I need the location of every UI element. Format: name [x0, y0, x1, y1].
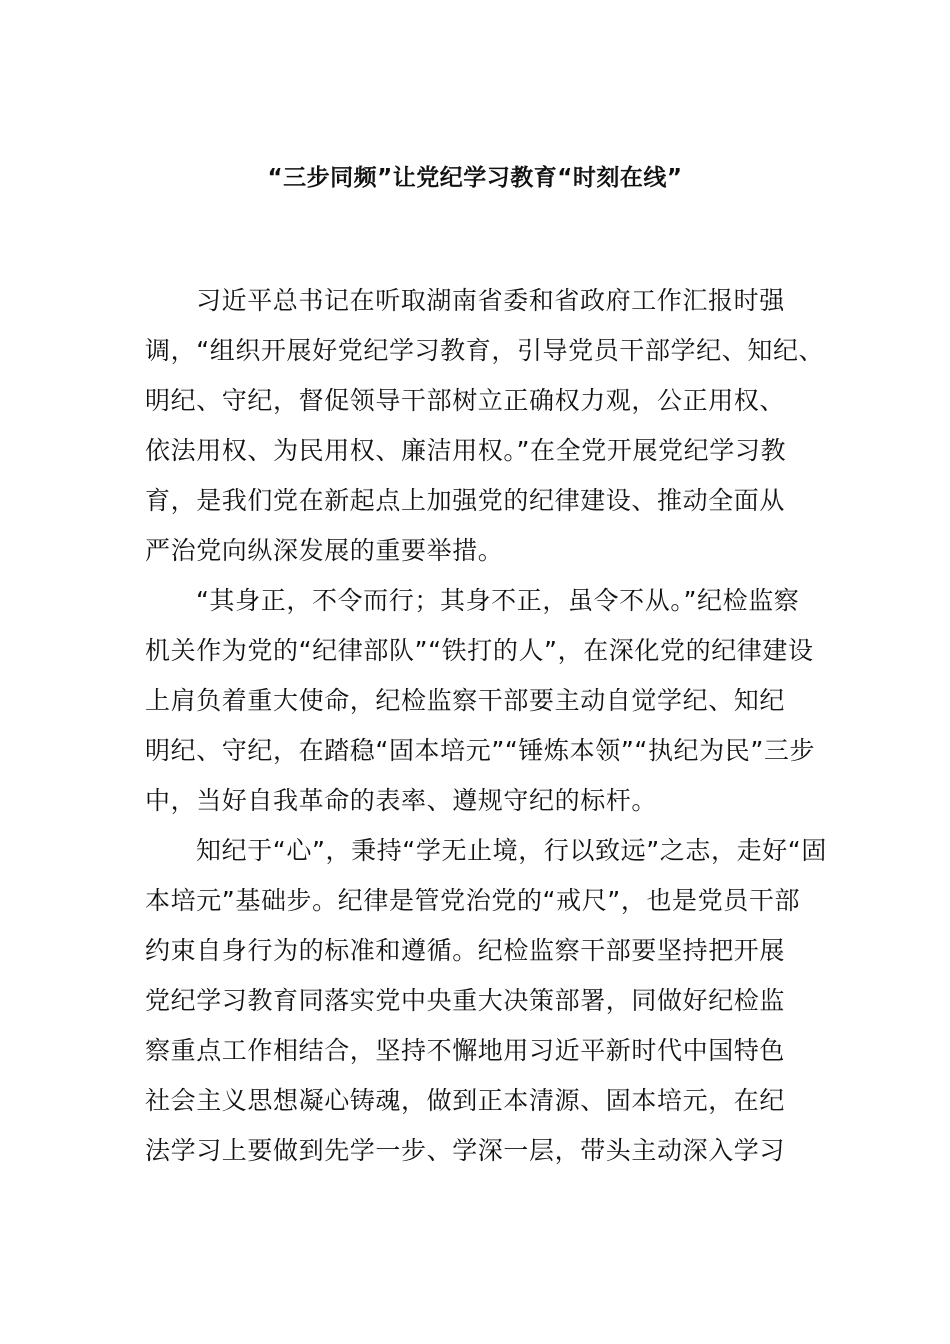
- paragraph-line: 依法用权、为民用权、廉洁用权。”在全党开展党纪学习教: [145, 436, 787, 465]
- paragraph-line: 知纪于“心”，秉持“学无止境，行以致远”之志，走好“固: [196, 836, 827, 865]
- paragraph-line: 明纪、守纪，督促领导干部树立正确权力观，公正用权、: [145, 386, 786, 415]
- paragraph-line: 中，当好自我革命的表率、遵规守纪的标杆。: [145, 786, 658, 815]
- paragraph-line: 上肩负着重大使命，纪检监察干部要主动自觉学纪、知纪: [145, 686, 786, 715]
- paragraph-line: 严治党向纵深发展的重要举措。: [145, 536, 504, 565]
- paragraph-line: 本培元”基础步。纪律是管党治党的“戒尺”，也是党员干部: [145, 886, 801, 915]
- paragraph-line: 约束自身行为的标准和遵循。纪检监察干部要坚持把开展: [145, 936, 786, 965]
- paragraph-line: 社会主义思想凝心铸魂，做到正本清源、固本培元，在纪: [145, 1086, 786, 1115]
- document-title: “三步同频”让党纪学习教育“时刻在线”: [267, 165, 683, 191]
- paragraph-line: 明纪、守纪，在踏稳“固本培元”“锤炼本领”“执纪为民”三步: [145, 736, 816, 765]
- paragraph-line: 察重点工作相结合，坚持不懈地用习近平新时代中国特色: [145, 1036, 786, 1065]
- paragraph-line: 党纪学习教育同落实党中央重大决策部署，同做好纪检监: [145, 986, 786, 1015]
- paragraph-line: 调，“组织开展好党纪学习教育，引导党员干部学纪、知纪、: [145, 336, 825, 365]
- paragraph-line: 育，是我们党在新起点上加强党的纪律建设、推动全面从: [145, 486, 786, 515]
- paragraph-line: 习近平总书记在听取湖南省委和省政府工作汇报时强: [196, 286, 785, 315]
- paragraph-line: “其身正，不令而行；其身不正，虽令不从。”纪检监察: [196, 586, 800, 615]
- paragraph-line: 机关作为党的“纪律部队”“铁打的人”，在深化党的纪律建设: [145, 636, 814, 665]
- paragraph-line: 法学习上要做到先学一步、学深一层，带头主动深入学习: [145, 1136, 786, 1165]
